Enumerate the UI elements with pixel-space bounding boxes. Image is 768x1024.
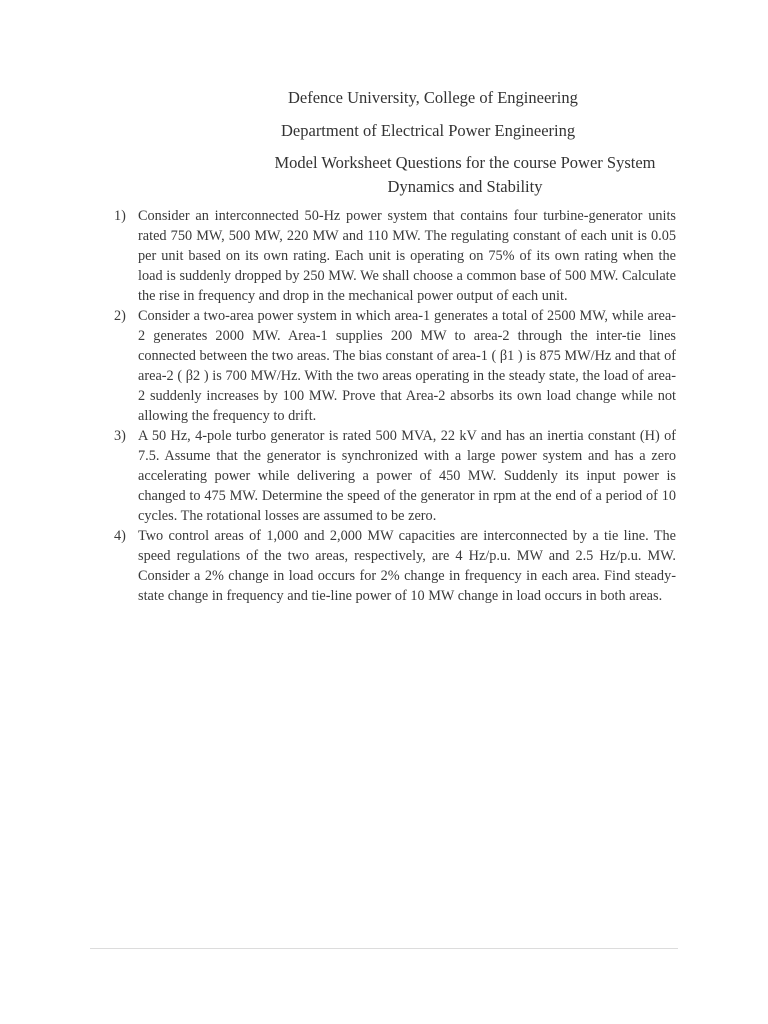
question-item-4 xyxy=(112,526,676,606)
question-number: 2) xyxy=(114,308,126,324)
department-title: Department of Electrical Power Engineering xyxy=(281,121,576,140)
worksheet-title: Model Worksheet Questions for the course Power System Dynamics and Stability xyxy=(274,153,656,196)
question-item-2 xyxy=(112,306,676,426)
question-number: 1) xyxy=(114,208,126,224)
question-item-1 xyxy=(112,206,676,306)
page-footer-divider xyxy=(90,948,678,949)
question-number: 4) xyxy=(114,528,126,544)
question-number: 3) xyxy=(114,428,126,444)
question-text: Consider a two-area power system in which area-1 generates a total of 2500 MW, while area-2 generates 2000 MW. Area-1 supplies 200 MW to area-2 through the inter-tie lines connected between the two areas. The bias constant of area-1 ( β1 ) is 875 MW/Hz and that of area-2 ( β2 ) is 700 MW/Hz. With the two areas operating in the steady state, the load of area-2 suddenly increases by 100 MW. Prove that Area-2 absorbs its own load change while not allowing the frequency to drift. xyxy=(138,308,676,424)
question-item-3 xyxy=(112,426,676,526)
question-text: Consider an interconnected 50-Hz power system that contains four turbine-generator units rated 750 MW, 500 MW, 220 MW and 110 MW. The regulating constant of each unit is 0.05 per unit based on its own rating. Each unit is operating on 75% of its own rating when the load is suddenly dropped by 250 MW. We shall choose a common base of 500 MW. Calculate the rise in frequency and drop in the mechanical power output of each unit. xyxy=(138,208,676,304)
university-title: Defence University, College of Engineering xyxy=(288,88,578,107)
question-list xyxy=(112,206,676,606)
question-text: Two control areas of 1,000 and 2,000 MW capacities are interconnected by a tie line. The speed regulations of the two areas, respectively, are 4 Hz/p.u. MW and 2.5 Hz/p.u. MW. Consider a 2% change in load occurs for 2% change in frequency in each area. Find steady-state change in frequency and tie-line power of 10 MW change in load occurs in both areas. xyxy=(138,528,676,604)
question-text: A 50 Hz, 4-pole turbo generator is rated 500 MVA, 22 kV and has an inertia constant (H) of 7.5. Assume that the generator is synchronized with a large power system and has a zero accelerating power while delivering a power of 450 MW. Suddenly its input power is changed to 475 MW. Determine the speed of the generator in rpm at the end of a period of 10 cycles. The rotational losses are assumed to be zero. xyxy=(138,428,676,524)
